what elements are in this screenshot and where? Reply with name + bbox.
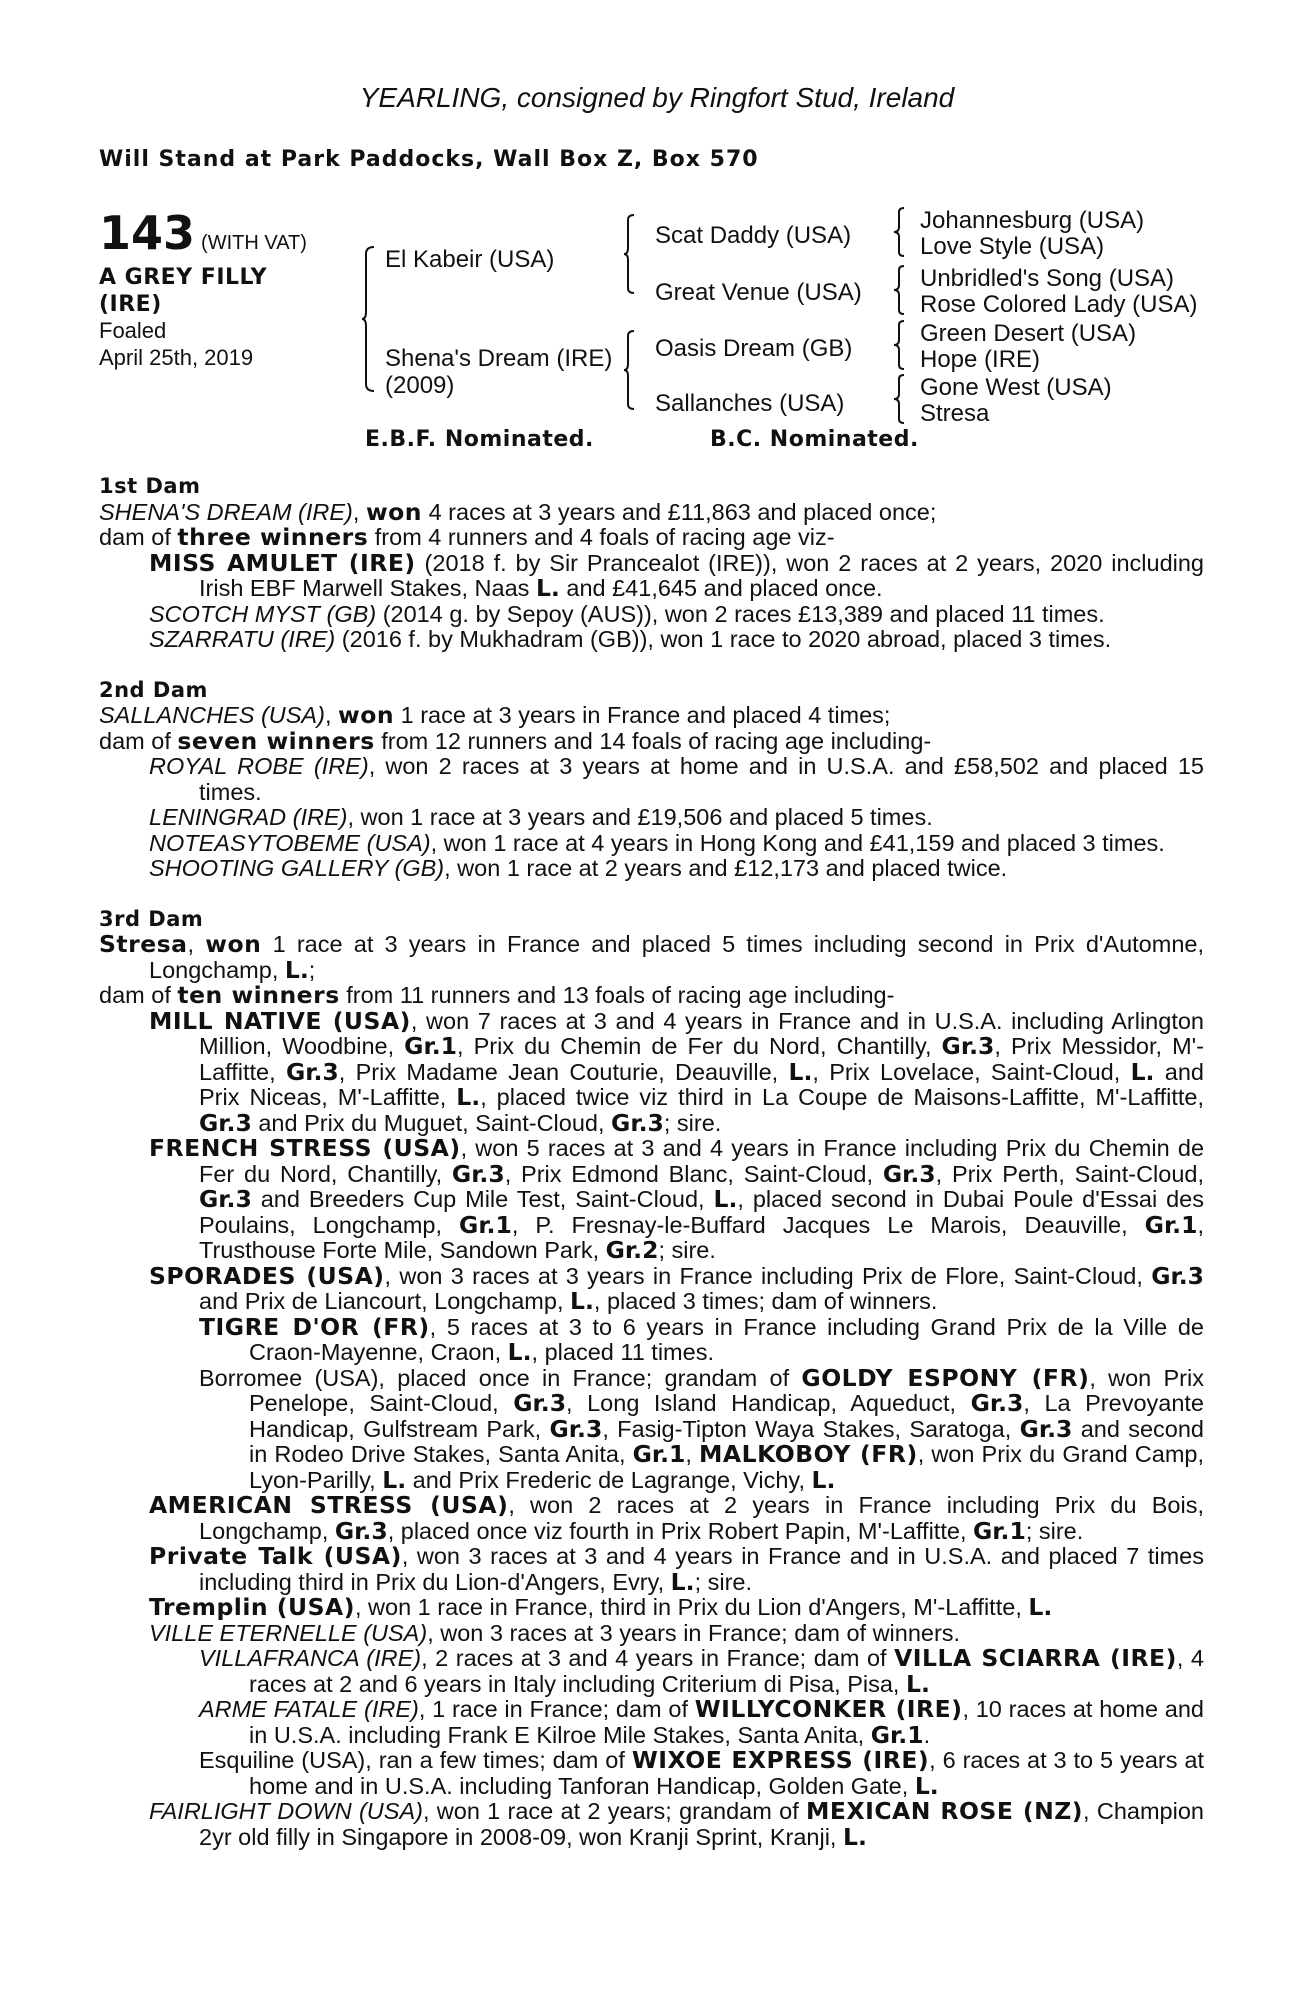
sire-name: El Kabeir (USA) bbox=[385, 246, 555, 273]
text: and Prix Niceas, M'-Laffitte, bbox=[199, 1058, 1204, 1110]
grade: Gr.1 bbox=[459, 1210, 512, 1239]
text: , won 3 races at 3 and 4 years in France and in U.S.A. and placed 7 times including third in Prix du Lion-d'Angers, Evry, bbox=[199, 1543, 1204, 1595]
pedigree-brace-main bbox=[362, 246, 376, 392]
winners-count: ten winners bbox=[177, 981, 340, 1009]
text: , won Prix du Grand Camp, Lyon-Parilly, bbox=[249, 1441, 1204, 1493]
first-dam-title: 1st Dam bbox=[99, 474, 201, 498]
text: ; sire. bbox=[663, 1109, 722, 1136]
text: , won 7 races at 3 and 4 years in France and in U.S.A. including Arlington Million, Woodbine, bbox=[199, 1007, 1204, 1059]
progeny-entry bbox=[99, 1261, 1205, 1315]
text: , placed 11 times. bbox=[531, 1339, 714, 1365]
text: , Fasig-Tipton Waya Stakes, Saratoga, bbox=[602, 1415, 1020, 1442]
progeny-entry bbox=[99, 1799, 1204, 1850]
text: and second in Rodeo Drive Stakes, Santa Anita, bbox=[249, 1415, 1204, 1467]
text: , won 2 races at 3 years at home and in U.S.A. and £58,502 and placed 15 times. bbox=[199, 753, 1204, 805]
text: . bbox=[923, 1721, 931, 1748]
text: and Prix de Liancourt, Longchamp, bbox=[199, 1288, 571, 1314]
progeny-entry bbox=[99, 754, 1204, 805]
progeny-entry bbox=[99, 1136, 1204, 1264]
text: dam of bbox=[99, 524, 178, 550]
lot-description-line: (IRE) bbox=[99, 292, 162, 317]
pedigree-brace-ggp2 bbox=[894, 265, 906, 315]
horse-name: SHENA'S DREAM (IRE) bbox=[99, 498, 353, 525]
grade: L. bbox=[788, 1057, 813, 1086]
text: , 4 races at 2 and 6 years in Italy including Criterium di Pisa, Pisa, bbox=[249, 1645, 1204, 1697]
great-grandparent-name: Love Style (USA) bbox=[920, 233, 1105, 260]
grade: Gr.3 bbox=[549, 1414, 603, 1443]
text: dam of bbox=[99, 982, 178, 1008]
grade: Gr.1 bbox=[870, 1720, 924, 1749]
horse-name: VILLE ETERNELLE (USA) bbox=[149, 1619, 428, 1646]
third-dam-summary bbox=[99, 983, 1204, 1009]
progeny-entry bbox=[99, 1748, 1204, 1799]
third-dam-record bbox=[99, 932, 1204, 983]
horse-name: MALKOBOY (FR) bbox=[699, 1440, 918, 1468]
horse-name: MILL NATIVE (USA) bbox=[149, 1006, 411, 1035]
progeny-entry bbox=[99, 856, 1204, 882]
horse-name: WIXOE EXPRESS (IRE) bbox=[631, 1746, 930, 1774]
grade: Gr.1 bbox=[973, 1516, 1026, 1545]
grade: L. bbox=[842, 1822, 867, 1851]
text: , Prix du Chemin de Fer du Nord, Chantilly, bbox=[456, 1033, 942, 1059]
progeny-entry bbox=[99, 1646, 1204, 1697]
pedigree-brace-ggp3 bbox=[894, 320, 906, 370]
great-grandparent-name: Johannesburg (USA) bbox=[920, 207, 1145, 234]
progeny-entry bbox=[99, 1006, 1204, 1137]
horse-name: WILLYCONKER (IRE) bbox=[694, 1695, 963, 1723]
first-dam-summary bbox=[99, 525, 1204, 551]
dam-dam-name: Sallanches (USA) bbox=[655, 390, 845, 417]
dam-year: (2009) bbox=[385, 372, 455, 399]
horse-name: LENINGRAD (IRE) bbox=[149, 804, 348, 830]
text: , Prix Messidor, M'-Laffitte, bbox=[199, 1033, 1204, 1085]
progeny-entry bbox=[99, 1493, 1204, 1544]
grade: Gr.3 bbox=[1151, 1261, 1205, 1290]
grade: Gr.2 bbox=[605, 1236, 659, 1264]
won-label: won bbox=[365, 497, 423, 526]
grade: L. bbox=[914, 1771, 939, 1800]
text: , placed once viz fourth in Prix Robert Papin, M'-Laffitte, bbox=[387, 1517, 973, 1544]
text: , 2 races at 3 and 4 years in France; dam of bbox=[421, 1645, 895, 1671]
grade: Gr.1 bbox=[1144, 1210, 1198, 1239]
text: , placed second in Dubai Poule d'Essai des Poulains, Longchamp, bbox=[199, 1186, 1204, 1238]
grade: Gr.1 bbox=[632, 1440, 686, 1468]
foaled-label: Foaled bbox=[99, 318, 167, 343]
text: , Prix Madame Jean Couturie, Deauville, bbox=[338, 1058, 789, 1085]
grade: L. bbox=[670, 1567, 695, 1596]
text: (2016 f. by Mukhadram (GB)), won 1 race to 2020 abroad, placed 3 times. bbox=[335, 626, 1112, 652]
progeny-entry bbox=[99, 548, 1204, 602]
grade: Gr.3 bbox=[611, 1108, 664, 1137]
lot-number: 143 bbox=[99, 206, 196, 260]
grade: L. bbox=[284, 955, 309, 984]
horse-name: AMERICAN STRESS (USA) bbox=[149, 1491, 509, 1519]
text: , bbox=[324, 702, 338, 728]
horse-name: Stresa bbox=[99, 930, 188, 958]
foaled-info bbox=[99, 317, 253, 371]
grade: Gr.3 bbox=[1019, 1414, 1073, 1443]
horse-name: MEXICAN ROSE (NZ) bbox=[806, 1797, 1084, 1825]
dam-name: Shena's Dream (IRE) bbox=[385, 345, 613, 372]
text: 1 race at 3 years in France and placed 5 times including second in Prix d'Automne, Longchamp, bbox=[149, 931, 1204, 983]
progeny-entry bbox=[99, 831, 1204, 857]
text: , 6 races at 3 to 5 years at home and in U.S.A. including Tanforan Handicap, Golden Gate, bbox=[249, 1747, 1204, 1799]
lot-heading bbox=[99, 206, 307, 260]
text: , P. Fresnay-le-Buffard Jacques Le Marois, Deauville, bbox=[511, 1211, 1145, 1238]
progeny-entry bbox=[99, 805, 1204, 831]
great-grandparent-name: Green Desert (USA) bbox=[920, 320, 1137, 347]
winners-count: seven winners bbox=[177, 726, 375, 755]
great-grandparent-name: Stresa bbox=[920, 400, 990, 427]
grade: Gr.3 bbox=[513, 1389, 567, 1417]
horse-name: SZARRATU (IRE) bbox=[149, 626, 336, 652]
text: , won 3 races at 3 years in France; dam of winners. bbox=[427, 1619, 961, 1646]
dam-sire-name: Oasis Dream (GB) bbox=[655, 335, 853, 362]
grade: L. bbox=[570, 1287, 594, 1315]
horse-name: ROYAL ROBE (IRE) bbox=[149, 753, 369, 779]
text: , won 1 race at 4 years in Hong Kong and £41,159 and placed 3 times. bbox=[430, 829, 1165, 856]
text: , Prix Perth, Saint-Cloud, bbox=[935, 1160, 1204, 1187]
grade: Gr.3 bbox=[941, 1032, 995, 1060]
text: Esquiline (USA), ran a few times; dam of bbox=[199, 1747, 632, 1773]
text: Borromee (USA), placed once in France; grandam of bbox=[199, 1364, 802, 1391]
progeny-entry bbox=[99, 602, 1204, 628]
progeny-entry bbox=[99, 627, 1204, 653]
grade: L. bbox=[535, 574, 560, 602]
progeny-entry bbox=[99, 1621, 1204, 1647]
grade: L. bbox=[382, 1465, 407, 1494]
catalogue-body bbox=[99, 474, 1204, 1850]
progeny-entry bbox=[99, 1595, 1204, 1621]
stand-location: Will Stand at Park Paddocks, Wall Box Z, Box 570 bbox=[99, 147, 759, 172]
text: and £41,645 and placed once. bbox=[559, 575, 883, 601]
grade: L. bbox=[1130, 1057, 1155, 1086]
horse-name: FAIRLIGHT DOWN (USA) bbox=[149, 1798, 423, 1824]
third-dam-title: 3rd Dam bbox=[99, 906, 204, 931]
lot-description-line: A GREY FILLY bbox=[99, 265, 268, 290]
great-grandparent-name: Unbridled's Song (USA) bbox=[920, 265, 1175, 292]
great-grandparent-name: Rose Colored Lady (USA) bbox=[920, 291, 1198, 318]
horse-name: VILLAFRANCA (IRE) bbox=[199, 1645, 422, 1671]
horse-name: Tremplin (USA) bbox=[149, 1593, 355, 1621]
grade: Gr.3 bbox=[882, 1159, 936, 1188]
text: , Trusthouse Forte Mile, Sandown Park, bbox=[199, 1211, 1204, 1263]
grade: L. bbox=[456, 1083, 481, 1111]
horse-name: Private Talk (USA) bbox=[149, 1542, 402, 1570]
ebf-nominated: E.B.F. Nominated. bbox=[365, 427, 594, 452]
grade: Gr.3 bbox=[451, 1159, 505, 1188]
horse-name: NOTEASYTOBEME (USA) bbox=[149, 829, 431, 856]
text: from 11 runners and 13 foals of racing age including- bbox=[339, 982, 895, 1008]
text: ; bbox=[308, 956, 316, 983]
bc-nominated: B.C. Nominated. bbox=[710, 427, 919, 452]
text: , bbox=[187, 931, 206, 957]
pedigree-brace-dam bbox=[624, 330, 636, 410]
text: , placed twice viz third in La Coupe de Maisons-Laffitte, M'-Laffitte, bbox=[480, 1084, 1204, 1110]
great-grandparent-name: Hope (IRE) bbox=[920, 346, 1041, 373]
text: , 1 race in France; dam of bbox=[418, 1696, 695, 1722]
sire-sire-name: Scat Daddy (USA) bbox=[655, 222, 852, 249]
text: dam of bbox=[99, 727, 178, 754]
text: , 10 races at home and in U.S.A. including Frank E Kilroe Mile Stakes, Santa Anita, bbox=[249, 1696, 1204, 1748]
text: , won 1 race at 2 years and £12,173 and placed twice. bbox=[444, 855, 1008, 881]
text: ; sire. bbox=[1025, 1517, 1084, 1544]
grade: L. bbox=[906, 1669, 930, 1698]
text: , bbox=[352, 498, 366, 525]
text: , won 3 races at 3 years in France including Prix de Flore, Saint-Cloud, bbox=[384, 1262, 1152, 1289]
vat-note: (WITH VAT) bbox=[201, 232, 307, 254]
horse-name: VILLA SCIARRA (IRE) bbox=[894, 1644, 1177, 1672]
first-dam-record bbox=[99, 497, 1204, 526]
grade: Gr.3 bbox=[334, 1516, 388, 1545]
text: , Prix Lovelace, Saint-Cloud, bbox=[812, 1058, 1131, 1085]
text: , Prix Edmond Blanc, Saint-Cloud, bbox=[504, 1160, 883, 1187]
grade: L. bbox=[811, 1465, 836, 1494]
catalogue-header: YEARLING, consigned by Ringfort Stud, Ireland bbox=[359, 82, 955, 113]
grade: Gr.3 bbox=[970, 1389, 1024, 1417]
progeny-entry bbox=[99, 1697, 1204, 1748]
horse-name: SPORADES (USA) bbox=[149, 1261, 385, 1290]
winners-count: three winners bbox=[177, 523, 369, 551]
grade: Gr.3 bbox=[199, 1108, 252, 1137]
foaled-date: April 25th, 2019 bbox=[99, 345, 254, 370]
second-dam-summary bbox=[99, 726, 1204, 755]
text: , La Prevoyante Handicap, Gulfstream Park, bbox=[249, 1390, 1205, 1442]
text: , won 1 race in France, third in Prix du Lion d'Angers, M'-Laffitte, bbox=[354, 1594, 1029, 1620]
horse-name: SCOTCH MYST (GB) bbox=[149, 600, 377, 627]
text: 4 races at 3 years and £11,863 and placed once; bbox=[422, 498, 937, 525]
text: 1 race at 3 years in France and placed 4 times; bbox=[394, 702, 891, 728]
lot-description bbox=[99, 264, 339, 318]
text: , won 1 race at 3 years and £19,506 and placed 5 times. bbox=[347, 804, 933, 830]
horse-name: FRENCH STRESS (USA) bbox=[149, 1134, 461, 1162]
pedigree-brace-sire bbox=[624, 214, 636, 294]
horse-name: MISS AMULET (IRE) bbox=[149, 548, 416, 577]
horse-name: GOLDY ESPONY (FR) bbox=[801, 1363, 1090, 1392]
text: , won Prix Penelope, Saint-Cloud, bbox=[249, 1364, 1204, 1416]
text: and Breeders Cup Mile Test, Saint-Cloud, bbox=[251, 1186, 714, 1212]
progeny-entry bbox=[99, 1544, 1204, 1595]
won-label: won bbox=[338, 701, 395, 729]
horse-name: ARME FATALE (IRE) bbox=[199, 1696, 419, 1722]
progeny-entry bbox=[99, 1363, 1205, 1494]
text: from 4 runners and 4 foals of racing age viz- bbox=[368, 524, 835, 550]
progeny-entry bbox=[99, 1312, 1204, 1366]
text: , won 2 races at 2 years in France including Prix du Bois, Longchamp, bbox=[199, 1492, 1204, 1544]
won-label: won bbox=[205, 930, 262, 958]
great-grandparent-name: Gone West (USA) bbox=[920, 374, 1112, 401]
text: from 12 runners and 14 foals of racing age including- bbox=[374, 727, 932, 754]
text: (2018 f. by Sir Prancealot (IRE)), won 2 races at 2 years, 2020 including Irish EBF Marwell Stakes, Naas bbox=[199, 549, 1204, 601]
horse-name: TIGRE D'OR (FR) bbox=[199, 1312, 430, 1341]
pedigree-brace-ggp4 bbox=[894, 374, 906, 424]
text: , bbox=[685, 1441, 700, 1467]
text: and Prix Frederic de Lagrange, Vichy, bbox=[406, 1466, 812, 1493]
sire-dam-name: Great Venue (USA) bbox=[655, 279, 862, 306]
grade: L. bbox=[507, 1338, 532, 1366]
pedigree-brace-ggp1 bbox=[894, 207, 906, 257]
grade: L. bbox=[1028, 1593, 1053, 1621]
grade: L. bbox=[713, 1185, 738, 1213]
text: ; sire. bbox=[694, 1568, 753, 1595]
horse-name: SHOOTING GALLERY (GB) bbox=[149, 855, 445, 881]
second-dam-title: 2nd Dam bbox=[99, 677, 208, 702]
grade: Gr.1 bbox=[404, 1032, 457, 1060]
text: , Long Island Handicap, Aqueduct, bbox=[566, 1390, 971, 1416]
horse-name: SALLANCHES (USA) bbox=[99, 702, 325, 728]
text: , 5 races at 3 to 6 years in France including Grand Prix de la Ville de Craon-Mayenne, Craon, bbox=[249, 1313, 1204, 1365]
text: (2014 g. by Sepoy (AUS)), won 2 races £13,389 and placed 11 times. bbox=[376, 600, 1105, 627]
second-dam-record bbox=[99, 703, 1204, 729]
text: and Prix du Muguet, Saint-Cloud, bbox=[251, 1109, 612, 1136]
text: , Champion 2yr old filly in Singapore in 2008-09, won Kranji Sprint, Kranji, bbox=[199, 1798, 1204, 1850]
text: ; sire. bbox=[658, 1237, 716, 1263]
text: , won 1 race at 2 years; grandam of bbox=[422, 1798, 807, 1824]
text: , won 5 races at 3 and 4 years in France including Prix du Chemin de Fer du Nord, Chantilly, bbox=[199, 1135, 1205, 1187]
grade: Gr.3 bbox=[285, 1057, 339, 1086]
text: , placed 3 times; dam of winners. bbox=[593, 1288, 938, 1314]
grade: Gr.3 bbox=[199, 1185, 252, 1213]
